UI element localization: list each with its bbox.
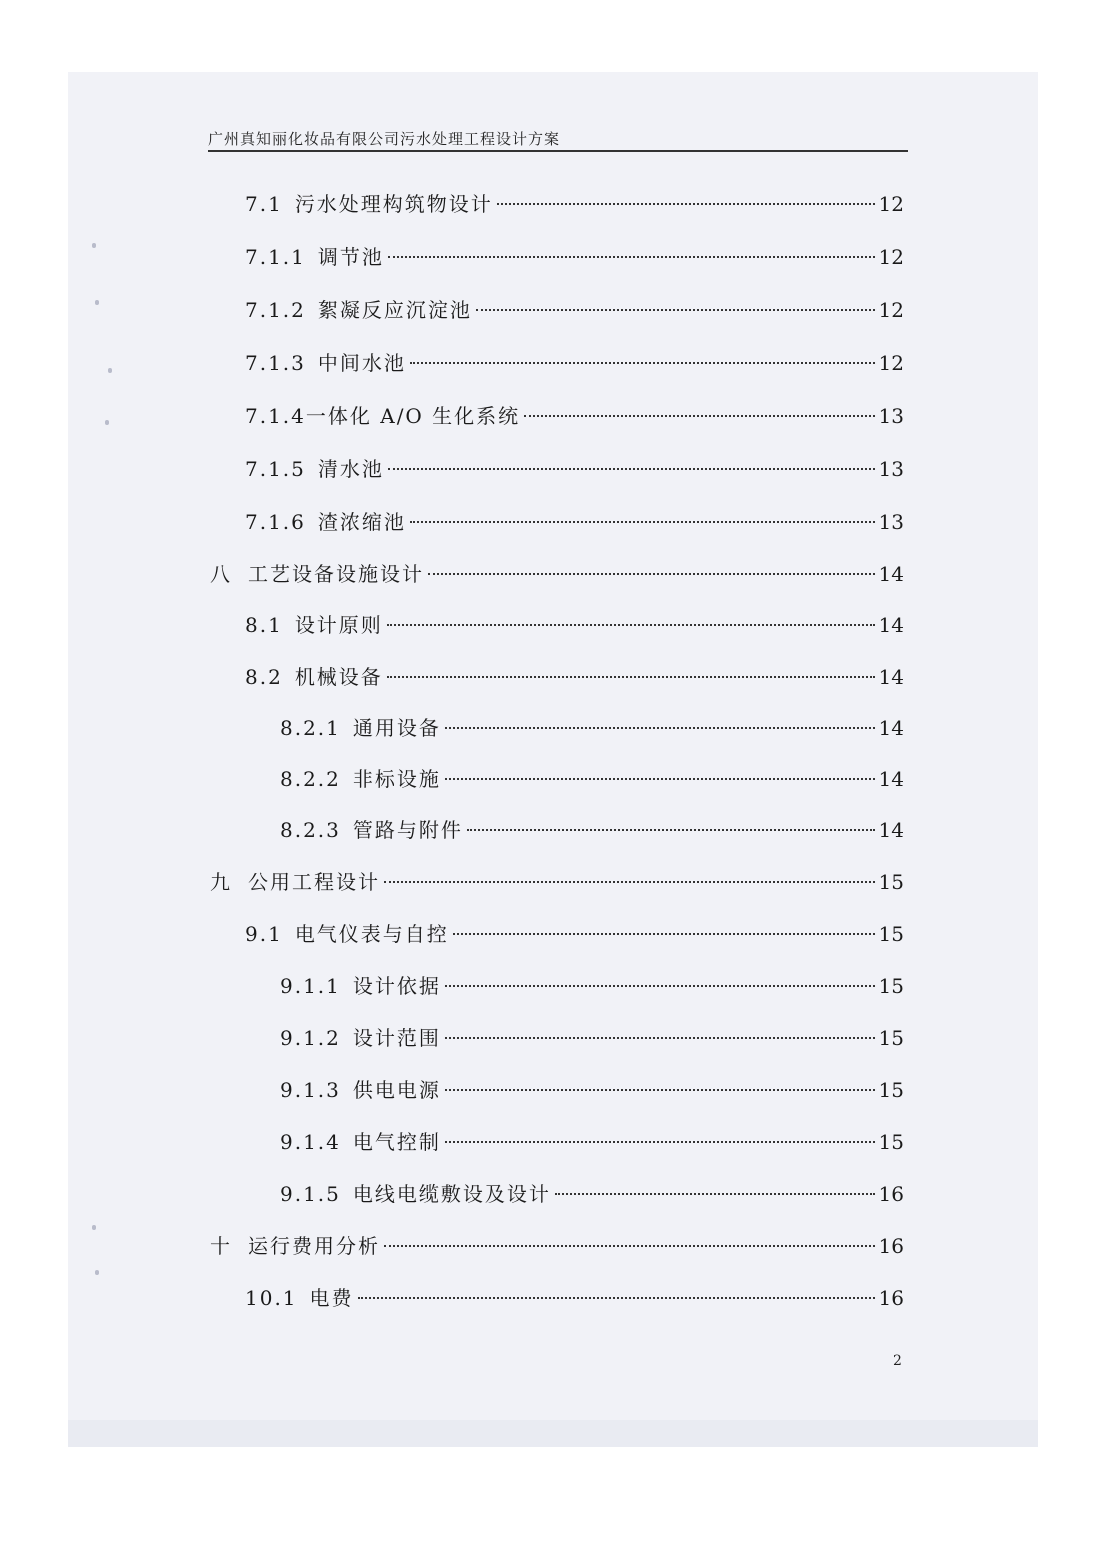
toc-dot-leader — [445, 727, 875, 729]
toc-page-number: 12 — [878, 245, 904, 269]
toc-entry[interactable] — [245, 1282, 904, 1310]
toc-page-number: 15 — [878, 974, 904, 998]
toc-entry[interactable] — [245, 241, 904, 269]
toc-title: 电气仪表与自控 — [294, 922, 449, 946]
toc-entry[interactable] — [245, 918, 904, 946]
toc-title: 电气控制 — [352, 1130, 441, 1154]
toc-page-number: 13 — [878, 510, 904, 534]
toc-number: 7.1.6 — [245, 510, 306, 534]
toc-entry[interactable] — [280, 1178, 904, 1206]
toc-dot-leader — [467, 829, 875, 831]
toc-number: 8.2.1 — [280, 716, 341, 740]
toc-number: 8.1 — [245, 613, 283, 637]
toc-page-number: 14 — [878, 716, 904, 740]
toc-page-number: 16 — [878, 1286, 904, 1310]
toc-title: 管路与附件 — [352, 818, 463, 842]
toc-title: 工艺设备设施设计 — [248, 562, 424, 586]
scan-speck — [92, 1225, 96, 1230]
toc-number: 9.1.4 — [280, 1130, 341, 1154]
toc-title: 一体化 A/O 生化系统 — [305, 404, 521, 428]
toc-number: 九 — [210, 870, 232, 894]
toc-entry[interactable] — [280, 814, 904, 842]
toc-dot-leader — [445, 1089, 875, 1091]
toc-dot-leader — [384, 881, 875, 883]
toc-number: 7.1.2 — [245, 298, 306, 322]
toc-entry[interactable] — [210, 558, 904, 586]
toc-entry[interactable] — [210, 866, 904, 894]
toc-number: 9.1.1 — [280, 974, 341, 998]
toc-number: 9.1.2 — [280, 1026, 341, 1050]
toc-page-number: 13 — [878, 404, 904, 428]
toc-entry[interactable] — [245, 188, 904, 216]
toc-entry[interactable] — [245, 294, 904, 322]
toc-title: 设计范围 — [352, 1026, 441, 1050]
toc-title: 调节池 — [317, 245, 384, 269]
toc-entry[interactable] — [280, 712, 904, 740]
toc-page-number: 12 — [878, 192, 904, 216]
page-number: 2 — [893, 1353, 902, 1369]
toc-number: 9.1.3 — [280, 1078, 341, 1102]
toc-number: 7.1 — [245, 192, 283, 216]
toc-title: 设计依据 — [352, 974, 441, 998]
toc-title: 通用设备 — [352, 716, 441, 740]
toc-dot-leader — [453, 933, 875, 935]
toc-title: 设计原则 — [294, 613, 383, 637]
toc-dot-leader — [410, 362, 875, 364]
toc-page-number: 16 — [878, 1234, 904, 1258]
toc-page-number: 15 — [878, 1130, 904, 1154]
toc-dot-leader — [428, 573, 875, 575]
toc-entry[interactable] — [280, 1022, 904, 1050]
toc-number: 8.2 — [245, 665, 283, 689]
header-divider — [208, 150, 908, 152]
toc-page-number: 14 — [878, 665, 904, 689]
toc-dot-leader — [555, 1193, 875, 1195]
document-header-title: 广州真知丽化妆品有限公司污水处理工程设计方案 — [208, 130, 561, 148]
toc-dot-leader — [387, 624, 875, 626]
toc-title: 电线电缆敷设及设计 — [352, 1182, 551, 1206]
toc-page-number: 14 — [878, 767, 904, 791]
toc-number: 7.1.4 — [245, 404, 306, 428]
toc-number: 10.1 — [245, 1286, 298, 1310]
toc-number: 7.1.1 — [245, 245, 306, 269]
toc-dot-leader — [358, 1297, 875, 1299]
toc-entry[interactable] — [280, 970, 904, 998]
toc-entry[interactable] — [245, 661, 904, 689]
toc-dot-leader — [388, 256, 875, 258]
toc-dot-leader — [410, 521, 875, 523]
toc-dot-leader — [445, 1141, 875, 1143]
toc-number: 8.2.3 — [280, 818, 341, 842]
toc-entry[interactable] — [210, 1230, 904, 1258]
toc-entry[interactable] — [280, 1126, 904, 1154]
toc-dot-leader — [387, 676, 875, 678]
toc-entry[interactable] — [245, 609, 904, 637]
toc-dot-leader — [445, 778, 875, 780]
toc-number: 7.1.3 — [245, 351, 306, 375]
toc-number: 十 — [210, 1234, 232, 1258]
toc-title: 渣浓缩池 — [317, 510, 406, 534]
toc-dot-leader — [497, 203, 875, 205]
toc-title: 机械设备 — [294, 665, 383, 689]
toc-page-number: 14 — [878, 818, 904, 842]
toc-title: 清水池 — [317, 457, 384, 481]
toc-entry[interactable] — [245, 400, 904, 428]
scan-speck — [105, 420, 109, 425]
toc-title: 供电电源 — [352, 1078, 441, 1102]
toc-page-number: 16 — [878, 1182, 904, 1206]
toc-dot-leader — [476, 309, 875, 311]
toc-title: 絮凝反应沉淀池 — [317, 298, 472, 322]
toc-number: 9.1.5 — [280, 1182, 341, 1206]
toc-entry[interactable] — [280, 1074, 904, 1102]
toc-dot-leader — [445, 1037, 875, 1039]
toc-title: 电费 — [309, 1286, 354, 1310]
toc-title: 中间水池 — [317, 351, 406, 375]
toc-entry[interactable] — [245, 506, 904, 534]
toc-page-number: 15 — [878, 870, 904, 894]
toc-page-number: 15 — [878, 1078, 904, 1102]
toc-dot-leader — [524, 415, 874, 417]
toc-title: 污水处理构筑物设计 — [294, 192, 493, 216]
scan-speck — [95, 300, 99, 305]
toc-title: 公用工程设计 — [248, 870, 380, 894]
toc-page-number: 15 — [878, 922, 904, 946]
scan-speck — [108, 368, 112, 373]
toc-page-number: 13 — [878, 457, 904, 481]
toc-number: 7.1.5 — [245, 457, 306, 481]
toc-entry[interactable] — [245, 347, 904, 375]
toc-number: 9.1 — [245, 922, 283, 946]
toc-dot-leader — [384, 1245, 875, 1247]
toc-page-number: 15 — [878, 1026, 904, 1050]
toc-page-number: 14 — [878, 562, 904, 586]
scan-speck — [95, 1270, 99, 1275]
toc-entry[interactable] — [245, 453, 904, 481]
toc-number: 8.2.2 — [280, 767, 341, 791]
toc-dot-leader — [388, 468, 875, 470]
scan-speck — [92, 243, 96, 248]
toc-page-number: 12 — [878, 351, 904, 375]
toc-page-number: 14 — [878, 613, 904, 637]
toc-page-number: 12 — [878, 298, 904, 322]
toc-title: 运行费用分析 — [248, 1234, 380, 1258]
toc-title: 非标设施 — [352, 767, 441, 791]
scan-edge — [68, 1420, 1038, 1447]
toc-number: 八 — [210, 562, 232, 586]
toc-entry[interactable] — [280, 763, 904, 791]
toc-dot-leader — [445, 985, 875, 987]
